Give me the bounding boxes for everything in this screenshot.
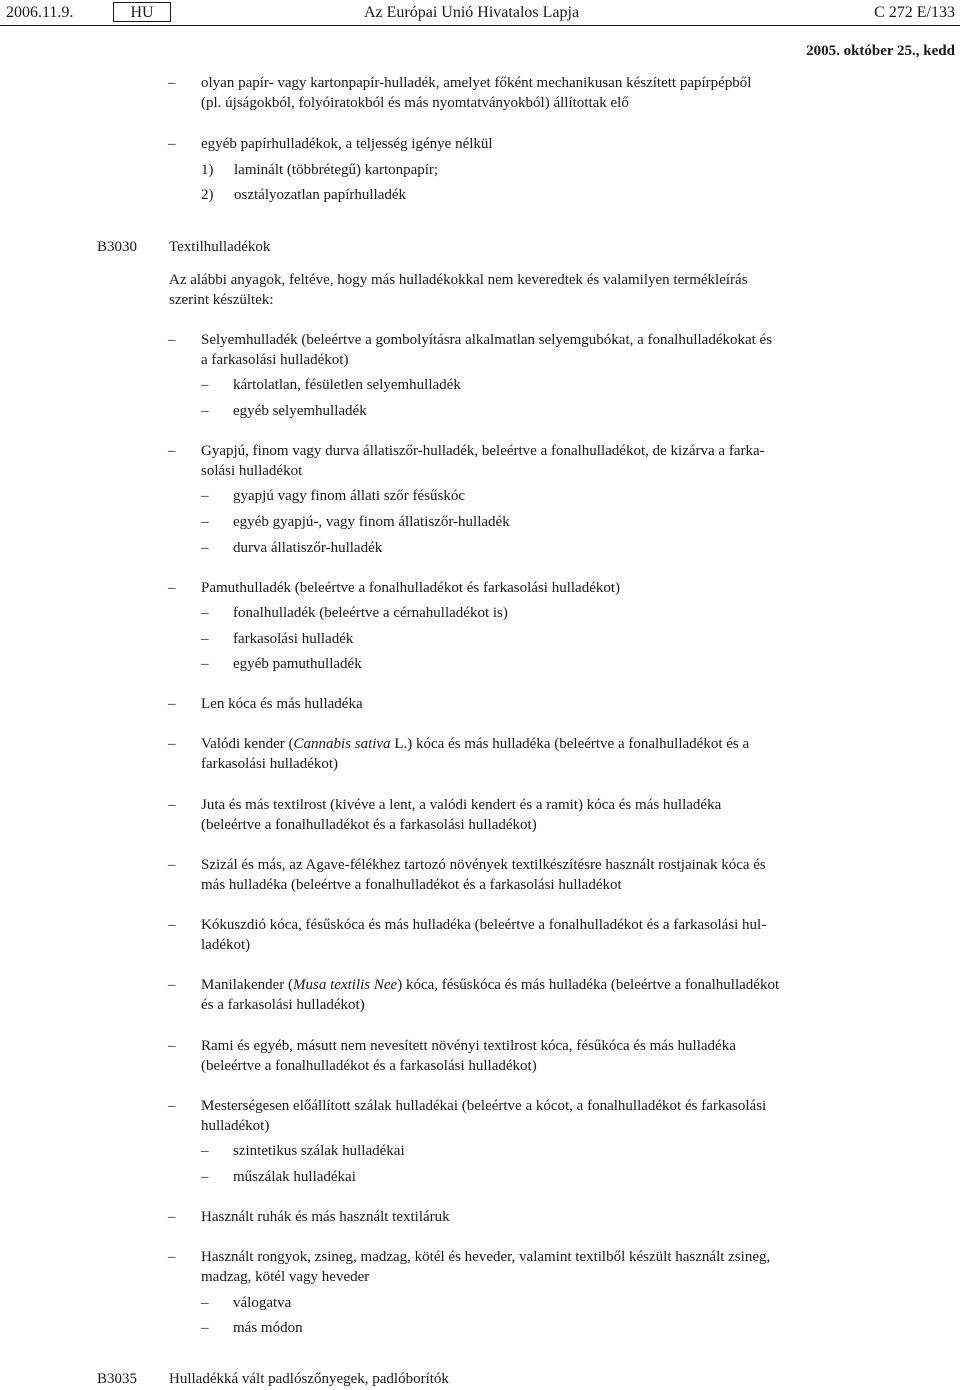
list-item-text [201, 915, 864, 955]
list-item-text [201, 855, 864, 895]
text-run: ) kóca, fésűskóca és más hulladéka (beleértve a fonalhulladékot [397, 977, 780, 993]
text-line: más hulladéka (beleértve a fonalhulladékot és a farkasolási hulladékot [201, 877, 622, 893]
dash-marker: – [201, 1143, 209, 1159]
dash-marker: – [201, 514, 209, 530]
sub-item-text: fonalhulladék (beleértve a cérnahulladékot is) [233, 605, 508, 621]
sub-item-text: műszálak hulladékai [233, 1169, 356, 1185]
list-item-text [201, 330, 864, 370]
sub-item-text: más módon [233, 1320, 303, 1336]
sitting-date: 2005. október 25., kedd [806, 43, 955, 59]
text-line: Az alábbi anyagok, feltéve, hogy más hulladékokkal nem keveredtek és valamilyen termékleírás [169, 272, 748, 288]
dash-marker: – [168, 917, 176, 933]
sub-item-text: egyéb selyemhulladék [233, 403, 367, 419]
sub-item-text: gyapjú vagy finom állati szőr fésűskóc [233, 488, 466, 504]
language-code-box: HU [113, 2, 171, 22]
dash-marker: – [201, 377, 209, 393]
section-code: B3035 [97, 1371, 138, 1387]
text-run: Manilakender ( [201, 977, 294, 993]
text-line: Selyemhulladék (beleértve a gombolyításra alkalmatlan selyemgubókat, a fonalhulladékokat és [201, 332, 773, 348]
text-line: és a farkasolási hulladékot) [201, 997, 365, 1013]
section-intro [169, 270, 865, 310]
dash-marker: – [201, 605, 209, 621]
dash-marker: – [168, 736, 176, 752]
text-line: szerint készültek: [169, 292, 274, 308]
text-line: Mesterségesen előállított szálak hulladékai (beleértve a kócot, a fonalhulladékot és farkasolási [201, 1098, 767, 1114]
latin-name: Cannabis sativa [293, 736, 391, 752]
latin-name: Musa textilis Nee [293, 977, 398, 993]
page-number: C 272 E/133 [874, 4, 955, 21]
text-line [201, 734, 864, 754]
item-text: osztályozatlan papírhulladék [234, 187, 407, 203]
text-line: olyan papír- vagy kartonpapír-hulladék, amelyet főként mechanikusan készített papírpépből [201, 75, 752, 91]
dash-marker: – [168, 1249, 176, 1265]
journal-title: Az Európai Unió Hivatalos Lapja [364, 4, 580, 21]
list-item-text [201, 1247, 864, 1287]
page-header [0, 0, 960, 26]
list-item-text [201, 975, 864, 1015]
text-line: Juta és más textilrost (kivéve a lent, a valódi kendert és a ramit) kóca és más hulladéka [201, 797, 722, 813]
text-line: Rami és egyéb, másutt nem nevesített növényi textilrost kóca, fésűkóca és más hulladéka [201, 1038, 736, 1054]
dash-marker: – [168, 797, 176, 813]
dash-marker: – [168, 75, 176, 91]
dash-marker: – [201, 1320, 209, 1336]
text-run: Valódi kender ( [201, 736, 294, 752]
dash-marker: – [201, 1169, 209, 1185]
dash-marker: – [168, 1209, 176, 1225]
text-line: solási hulladékot [201, 463, 303, 479]
dash-marker: – [168, 332, 176, 348]
text-line: Használt rongyok, zsineg, madzag, kötél és heveder, valamint textilből készült használt zsineg, [201, 1249, 771, 1265]
dash-marker: – [168, 1038, 176, 1054]
text-line: (beleértve a fonalhulladékot és a farkasolási hulladékot) [201, 817, 537, 833]
text-line: (beleértve a fonalhulladékot és a farkasolási hulladékot) [201, 1058, 537, 1074]
sub-item-text: válogatva [233, 1295, 292, 1311]
section-title: Hulladékká vált padlószőnyegek, padlóborítók [169, 1371, 449, 1387]
item-text: laminált (többrétegű) kartonpapír; [234, 162, 439, 178]
sub-item-text: egyéb gyapjú-, vagy finom állatiszőr-hulladék [233, 514, 510, 530]
dash-marker: – [168, 977, 176, 993]
dash-marker: – [168, 580, 176, 596]
header-date: 2006.11.9. [6, 4, 74, 21]
text-line: (pl. újságokból, folyóiratokból és más nyomtatványokból) állítottak elő [201, 95, 629, 111]
text-line: a farkasolási hulladékot) [201, 352, 349, 368]
list-item-text [201, 795, 864, 835]
text-line: ladékot) [201, 937, 251, 953]
dash-marker: – [168, 1098, 176, 1114]
dash-marker: – [168, 443, 176, 459]
list-item-text [201, 73, 867, 113]
sub-item-text: egyéb pamuthulladék [233, 656, 362, 672]
text-line: Gyapjú, finom vagy durva állatiszőr-hulladék, beleértve a fonalhulladékot, de kizárva a farka- [201, 443, 765, 459]
dash-marker: – [201, 656, 209, 672]
text-line: farkasolási hulladékot) [201, 756, 339, 772]
item-number: 1) [201, 162, 214, 178]
sub-item-text: durva állatiszőr-hulladék [233, 540, 383, 556]
header-rule [0, 25, 960, 26]
text-line [201, 975, 864, 995]
list-item-text: egyéb papírhulladékok, a teljesség igénye nélkül [201, 136, 493, 152]
text-line: Kókuszdió kóca, fésűskóca és más hulladéka (beleértve a fonalhulladékot és a farkasolási hul- [201, 917, 767, 933]
section-code: B3030 [97, 239, 138, 255]
list-item-text [201, 1036, 864, 1076]
list-item-text [201, 734, 864, 774]
dash-marker: – [201, 1295, 209, 1311]
list-item-text: Pamuthulladék (beleértve a fonalhulladékot és farkasolási hulladékot) [201, 580, 621, 596]
list-item-text [201, 441, 864, 481]
dash-marker: – [201, 403, 209, 419]
text-line: madzag, kötél vagy heveder [201, 1269, 370, 1285]
item-number: 2) [201, 187, 214, 203]
dash-marker: – [201, 631, 209, 647]
sub-item-text: kártolatlan, fésületlen selyemhulladék [233, 377, 461, 393]
text-line: hulladékot) [201, 1118, 270, 1134]
section-title: Textilhulladékok [169, 239, 271, 255]
dash-marker: – [201, 540, 209, 556]
dash-marker: – [168, 696, 176, 712]
list-item-text: Használt ruhák és más használt textiláruk [201, 1209, 450, 1225]
dash-marker: – [168, 857, 176, 873]
sub-item-text: szintetikus szálak hulladékai [233, 1143, 405, 1159]
list-item-text: Len kóca és más hulladéka [201, 696, 363, 712]
dash-marker: – [168, 136, 176, 152]
sub-item-text: farkasolási hulladék [233, 631, 354, 647]
list-item-text [201, 1096, 864, 1136]
dash-marker: – [201, 488, 209, 504]
text-line: Szizál és más, az Agave-félékhez tartozó növények textilkészítésre használt rostjainak kóca és [201, 857, 766, 873]
text-run: L.) kóca és más hulladéka (beleértve a fonalhulladékot és a [390, 736, 750, 752]
